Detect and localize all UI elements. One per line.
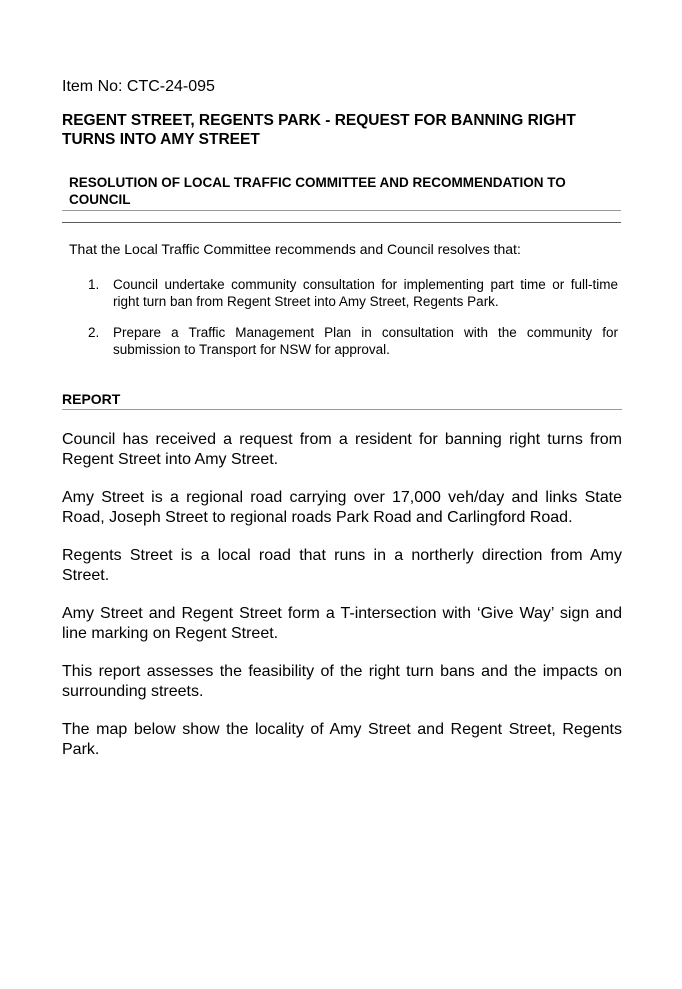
report-heading-underline: [62, 409, 622, 410]
report-paragraph: This report assesses the feasibility of the right turn bans and the impacts on surrounding streets.: [62, 663, 622, 700]
list-item-number: 2.: [88, 325, 100, 340]
list-item-number: 1.: [88, 277, 100, 292]
list-item: [88, 276, 618, 310]
page-title: REGENT STREET, REGENTS PARK - REQUEST FOR BANNING RIGHT TURNS INTO AMY STREET: [62, 112, 576, 148]
item-number: Item No: CTC-24-095: [62, 78, 215, 95]
report-paragraph: Regents Street is a local road that runs in a northerly direction from Amy Street.: [62, 547, 622, 584]
report-heading: REPORT: [62, 391, 121, 407]
list-item-text: Prepare a Traffic Management Plan in consultation with the community for submission to Transport for NSW for approval.: [113, 325, 618, 357]
list-item-text: Council undertake community consultation for implementing part time or full-time right turn ban from Regent Street into Amy Street, Regents Park.: [113, 277, 618, 309]
list-item: [88, 324, 618, 358]
report-paragraph: Amy Street is a regional road carrying over 17,000 veh/day and links State Road, Joseph Street to regional roads Park Road and Carlingford Road.: [62, 489, 622, 526]
resolution-intro: That the Local Traffic Committee recommends and Council resolves that:: [69, 241, 521, 257]
report-paragraph: The map below show the locality of Amy Street and Regent Street, Regents Park.: [62, 721, 622, 758]
report-body: [62, 430, 622, 778]
recommendation-list: [88, 276, 618, 372]
resolution-heading: RESOLUTION OF LOCAL TRAFFIC COMMITTEE AND RECOMMENDATION TO COUNCIL: [69, 175, 566, 207]
report-paragraph: Amy Street and Regent Street form a T-intersection with ‘Give Way’ sign and line marking on Regent Street.: [62, 605, 622, 642]
report-paragraph: Council has received a request from a resident for banning right turns from Regent Street into Amy Street.: [62, 431, 622, 468]
section-divider: [62, 222, 621, 223]
resolution-heading-underline: [62, 210, 621, 211]
